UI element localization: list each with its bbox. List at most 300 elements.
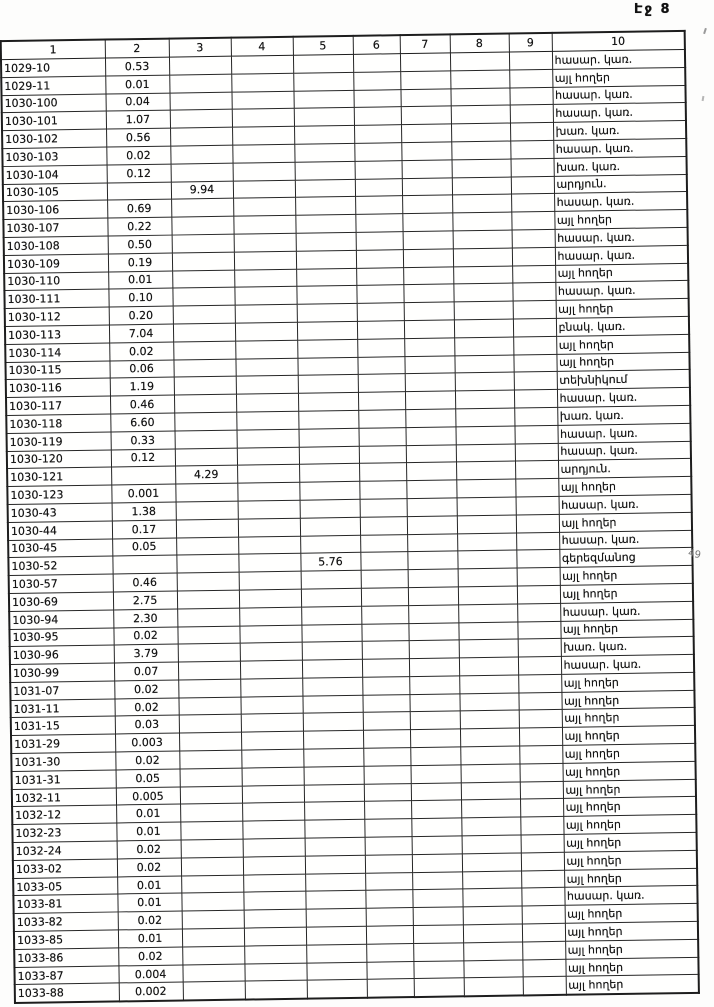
cell-col10: այլ հողեր bbox=[556, 334, 689, 354]
cell-col4 bbox=[239, 571, 301, 590]
cell-col7 bbox=[405, 427, 455, 446]
cell-col6 bbox=[360, 552, 407, 570]
cell-col8 bbox=[450, 52, 509, 71]
cell-col4 bbox=[241, 731, 303, 750]
cell-col4 bbox=[233, 180, 295, 199]
cell-col5 bbox=[306, 962, 366, 981]
cell-col2: 0.04 bbox=[106, 93, 170, 112]
cell-col9 bbox=[521, 852, 564, 870]
cell-col7 bbox=[409, 694, 459, 713]
cell-col9 bbox=[515, 443, 558, 461]
cell-col10: այլ հողեր bbox=[565, 957, 698, 977]
cell-col5 bbox=[299, 481, 359, 500]
cell-col2 bbox=[111, 466, 175, 485]
cell-col1-parcel-id: 1030-69 bbox=[9, 592, 113, 611]
cell-col4 bbox=[240, 660, 302, 679]
cell-col7 bbox=[406, 444, 456, 463]
cell-col9 bbox=[512, 265, 555, 283]
cell-col2: 0.01 bbox=[117, 876, 181, 895]
cell-col9 bbox=[519, 728, 562, 746]
cell-col8 bbox=[460, 764, 519, 783]
cell-col10: բնակ. կառ. bbox=[556, 316, 689, 336]
cell-col9 bbox=[522, 941, 565, 959]
cell-col7 bbox=[403, 231, 453, 250]
cell-col3 bbox=[177, 572, 239, 591]
cell-col5 bbox=[297, 321, 357, 340]
cell-col1-parcel-id: 1030-116 bbox=[6, 378, 110, 397]
cell-col4 bbox=[241, 749, 303, 768]
cell-col2: 0.01 bbox=[117, 893, 181, 912]
cell-col5 bbox=[306, 926, 366, 945]
cell-col8 bbox=[460, 710, 519, 729]
cell-col9 bbox=[511, 176, 554, 194]
cell-col8 bbox=[456, 461, 515, 480]
cell-col8 bbox=[452, 177, 511, 196]
cell-col7 bbox=[411, 783, 461, 802]
cell-col4 bbox=[242, 785, 304, 804]
cell-col2: 1.07 bbox=[106, 110, 170, 129]
cell-col10: հասար. կառ. bbox=[557, 388, 690, 408]
cell-col8 bbox=[450, 88, 509, 107]
cell-col4 bbox=[233, 162, 295, 181]
cell-col3 bbox=[180, 768, 242, 787]
cell-col2: 0.001 bbox=[111, 484, 175, 503]
cell-col6 bbox=[360, 516, 407, 534]
cell-col3 bbox=[173, 341, 235, 360]
cell-col5 bbox=[301, 606, 361, 625]
cell-col2: 0.07 bbox=[114, 662, 178, 681]
cell-col3 bbox=[181, 839, 243, 858]
cell-col6 bbox=[356, 232, 403, 250]
cell-col6 bbox=[365, 872, 412, 890]
cell-col8 bbox=[452, 159, 511, 178]
cell-col3 bbox=[173, 359, 235, 378]
cell-col7 bbox=[412, 889, 462, 908]
cell-col3 bbox=[182, 946, 244, 965]
cell-col10: հասար. կառ. bbox=[554, 192, 687, 212]
cell-col9 bbox=[511, 212, 554, 230]
cell-col3: 9.94 bbox=[171, 181, 233, 200]
cell-col8 bbox=[463, 906, 522, 925]
cell-col7 bbox=[405, 409, 455, 428]
cell-col2: 0.02 bbox=[113, 627, 177, 646]
cell-col1-parcel-id: 1030-95 bbox=[9, 627, 113, 646]
cell-col6 bbox=[366, 908, 413, 926]
cell-col10: այլ հողեր bbox=[561, 672, 694, 692]
cell-col3 bbox=[177, 590, 239, 609]
cell-col2: 0.03 bbox=[115, 716, 179, 735]
cell-col3 bbox=[172, 252, 234, 271]
cell-col6 bbox=[364, 801, 411, 819]
cell-col3 bbox=[182, 928, 244, 947]
cell-col1-parcel-id: 1030-105 bbox=[3, 183, 107, 202]
cell-col7 bbox=[402, 213, 452, 232]
cell-col6 bbox=[360, 499, 407, 517]
cell-col1-parcel-id: 1030-110 bbox=[4, 272, 108, 291]
cell-col9 bbox=[512, 247, 555, 265]
cell-col3 bbox=[178, 679, 240, 698]
cell-col3 bbox=[182, 910, 244, 929]
cell-col8 bbox=[453, 266, 512, 285]
cell-col6 bbox=[366, 943, 413, 961]
cell-col2: 0.10 bbox=[108, 288, 172, 307]
cell-col2: 2.75 bbox=[113, 591, 177, 610]
cell-col6 bbox=[363, 712, 410, 730]
cell-col3 bbox=[177, 608, 239, 627]
cell-col6 bbox=[354, 143, 401, 161]
cell-col3 bbox=[176, 501, 238, 520]
cell-col3 bbox=[174, 412, 236, 431]
cell-col9 bbox=[514, 390, 557, 408]
cell-col7 bbox=[401, 124, 451, 143]
cell-col1-parcel-id: 1030-100 bbox=[2, 94, 106, 113]
cell-col7 bbox=[400, 53, 450, 72]
cell-col1-parcel-id: 1030-112 bbox=[5, 307, 109, 326]
cell-col7 bbox=[404, 302, 454, 321]
cell-col10: այլ հողեր bbox=[552, 67, 685, 87]
cell-col9 bbox=[516, 532, 559, 550]
cell-col1-parcel-id: 1030-118 bbox=[6, 414, 110, 433]
cell-col1-parcel-id: 1030-117 bbox=[6, 396, 110, 415]
cell-col9 bbox=[512, 283, 555, 301]
cell-col9 bbox=[520, 817, 563, 835]
cell-col6 bbox=[361, 605, 408, 623]
cell-col3 bbox=[177, 626, 239, 645]
cell-col4 bbox=[241, 714, 303, 733]
cell-col4 bbox=[244, 909, 306, 928]
cell-col6 bbox=[359, 445, 406, 463]
cell-col10: հասար. կառ. bbox=[555, 245, 688, 265]
cell-col6 bbox=[363, 748, 410, 766]
cell-col6 bbox=[355, 160, 402, 178]
cell-col5 bbox=[295, 161, 355, 180]
cell-col9 bbox=[517, 567, 560, 585]
cell-col3 bbox=[170, 145, 232, 164]
cell-col5 bbox=[305, 837, 365, 856]
cell-col6 bbox=[367, 979, 414, 998]
cell-col2: 0.02 bbox=[118, 911, 182, 930]
cell-col3 bbox=[175, 448, 237, 467]
cell-col9 bbox=[513, 336, 556, 354]
cell-col6 bbox=[362, 694, 409, 712]
cell-col9 bbox=[517, 621, 560, 639]
cell-col2: 0.12 bbox=[111, 449, 175, 468]
cell-col2: 0.02 bbox=[106, 146, 170, 165]
cell-col9 bbox=[522, 906, 565, 924]
cell-col10: հասար. կառ. bbox=[557, 423, 690, 443]
cell-col3 bbox=[174, 376, 236, 395]
cell-col9 bbox=[516, 550, 559, 568]
cell-col1-parcel-id: 1030-121 bbox=[7, 467, 111, 486]
cell-col3 bbox=[179, 732, 241, 751]
cell-col7 bbox=[402, 177, 452, 196]
cell-col2: 0.02 bbox=[117, 858, 181, 877]
cell-col5 bbox=[301, 570, 361, 589]
cell-col5 bbox=[304, 766, 364, 785]
cell-col3 bbox=[181, 875, 243, 894]
cell-col1-parcel-id: 1031-07 bbox=[10, 681, 114, 700]
cell-col10: հասար. կառ. bbox=[560, 601, 693, 621]
cell-col4 bbox=[231, 73, 293, 92]
cell-col1-parcel-id: 1030-43 bbox=[8, 503, 112, 522]
cell-col9 bbox=[517, 603, 560, 621]
cell-col10: այլ հողեր bbox=[556, 299, 689, 319]
cell-col9 bbox=[514, 407, 557, 425]
cell-col5 bbox=[302, 695, 362, 714]
cell-col9 bbox=[520, 781, 563, 799]
cell-col4 bbox=[231, 55, 293, 74]
cell-col1-parcel-id: 1030-103 bbox=[2, 147, 106, 166]
cell-col6 bbox=[362, 641, 409, 659]
cell-col6 bbox=[356, 249, 403, 267]
cell-col6 bbox=[363, 730, 410, 748]
cell-col7 bbox=[404, 355, 454, 374]
cell-col7 bbox=[410, 729, 460, 748]
cell-col2: 0.50 bbox=[108, 235, 172, 254]
scanned-table-region bbox=[0, 30, 698, 1004]
cell-col6 bbox=[358, 374, 405, 392]
cell-col10: տեխնիկում bbox=[557, 370, 690, 390]
cell-col4 bbox=[243, 838, 305, 857]
cell-col1-parcel-id: 1030-99 bbox=[10, 663, 114, 682]
cell-col6 bbox=[355, 196, 402, 214]
cell-col4 bbox=[243, 874, 305, 893]
cell-col8 bbox=[462, 871, 521, 890]
cell-col6 bbox=[355, 178, 402, 196]
cell-col10: այլ հողեր bbox=[562, 708, 695, 728]
cell-col3 bbox=[169, 56, 231, 75]
cell-col8 bbox=[452, 212, 511, 231]
cell-col3 bbox=[170, 127, 232, 146]
cell-col1-parcel-id: 1030-57 bbox=[9, 574, 113, 593]
cell-col8 bbox=[457, 533, 516, 552]
cell-col8 bbox=[454, 337, 513, 356]
cell-col3 bbox=[176, 519, 238, 538]
cell-col8 bbox=[458, 568, 517, 587]
cell-col2: 0.69 bbox=[107, 199, 171, 218]
cell-col2: 0.22 bbox=[107, 217, 171, 236]
cell-col1-parcel-id: 1030-44 bbox=[8, 521, 112, 540]
cell-col8 bbox=[464, 977, 523, 996]
cell-col10: այլ հողեր bbox=[558, 477, 691, 497]
cell-col10: այլ հողեր bbox=[563, 797, 696, 817]
cell-col10: այլ հողեր bbox=[565, 939, 698, 959]
cell-col4 bbox=[245, 981, 307, 1000]
cell-col1-parcel-id: 1032-12 bbox=[12, 805, 116, 824]
cell-col10: հասար. կառ. bbox=[559, 530, 692, 550]
cell-col7 bbox=[412, 871, 462, 890]
cell-col6 bbox=[364, 765, 411, 783]
column-header-1: 1 bbox=[1, 40, 105, 60]
cell-col9 bbox=[519, 710, 562, 728]
cell-col8 bbox=[451, 105, 510, 124]
cell-col8 bbox=[461, 782, 520, 801]
cell-col8 bbox=[456, 479, 515, 498]
cell-col7 bbox=[408, 569, 458, 588]
cell-col4 bbox=[234, 269, 296, 288]
cell-col4 bbox=[234, 233, 296, 252]
cell-col1-parcel-id: 1033-88 bbox=[15, 983, 119, 1003]
cell-col5 bbox=[306, 909, 366, 928]
cell-col8 bbox=[463, 924, 522, 943]
cell-col1-parcel-id: 1032-23 bbox=[12, 823, 116, 842]
cell-col5 bbox=[293, 72, 353, 91]
cell-col5 bbox=[296, 250, 356, 269]
cell-col8 bbox=[461, 817, 520, 836]
cell-col9 bbox=[509, 87, 552, 105]
cell-col3 bbox=[180, 804, 242, 823]
cell-col3 bbox=[176, 537, 238, 556]
cell-col7 bbox=[411, 800, 461, 819]
cell-col7 bbox=[406, 480, 456, 499]
cell-col3 bbox=[183, 982, 245, 1001]
cell-col8 bbox=[461, 799, 520, 818]
cell-col10: հասար. կառ. bbox=[555, 281, 688, 301]
cell-col3 bbox=[170, 110, 232, 129]
cell-col4 bbox=[236, 376, 298, 395]
cell-col7 bbox=[410, 711, 460, 730]
cell-col1-parcel-id: 1032-11 bbox=[12, 788, 116, 807]
cell-col4 bbox=[239, 625, 301, 644]
cell-col6 bbox=[356, 267, 403, 285]
cell-col1-parcel-id: 1033-82 bbox=[14, 912, 118, 931]
cell-col5 bbox=[296, 232, 356, 251]
cell-col2: 0.56 bbox=[106, 128, 170, 147]
cell-col1-parcel-id: 1030-114 bbox=[5, 343, 109, 362]
cell-col10: այլ հողեր bbox=[562, 761, 695, 781]
cell-col1-parcel-id: 1030-109 bbox=[4, 254, 108, 273]
cell-col4 bbox=[240, 696, 302, 715]
cell-col9 bbox=[521, 834, 564, 852]
cell-col9 bbox=[523, 977, 566, 996]
cell-col10: այլ հողեր bbox=[561, 690, 694, 710]
column-header-4: 4 bbox=[231, 37, 293, 56]
cell-col3 bbox=[178, 661, 240, 680]
cell-col2: 0.06 bbox=[109, 360, 173, 379]
cell-col9 bbox=[516, 496, 559, 514]
cell-col8 bbox=[459, 657, 518, 676]
cell-col4 bbox=[238, 554, 300, 573]
cell-col7 bbox=[403, 249, 453, 268]
cell-col5 bbox=[305, 873, 365, 892]
cell-col10: խառ. կառ. bbox=[557, 405, 690, 425]
cell-col10: այլ հողեր bbox=[560, 565, 693, 585]
cell-col5 bbox=[304, 802, 364, 821]
cell-col5 bbox=[295, 179, 355, 198]
cell-col7 bbox=[403, 266, 453, 285]
cell-col1-parcel-id: 1032-24 bbox=[13, 841, 117, 860]
cell-col1-parcel-id: 1030-111 bbox=[4, 289, 108, 308]
cell-col2: 0.02 bbox=[115, 751, 179, 770]
column-header-3: 3 bbox=[169, 38, 231, 57]
cell-col10: հասար. կառ. bbox=[558, 441, 691, 461]
scan-artifact bbox=[702, 96, 705, 101]
cell-col2: 0.02 bbox=[109, 342, 173, 361]
cell-col8 bbox=[459, 639, 518, 658]
cell-col7 bbox=[407, 516, 457, 535]
cell-col8 bbox=[458, 586, 517, 605]
cell-col7 bbox=[402, 160, 452, 179]
cell-col9 bbox=[522, 923, 565, 941]
cell-col1-parcel-id: 1030-107 bbox=[3, 218, 107, 237]
cell-col2 bbox=[107, 182, 171, 201]
cell-col5 bbox=[298, 375, 358, 394]
cell-col6 bbox=[357, 338, 404, 356]
cell-col4 bbox=[234, 251, 296, 270]
cell-col10: հասար. կառ. bbox=[555, 227, 688, 247]
cell-col8 bbox=[455, 408, 514, 427]
cell-col1-parcel-id: 1030-115 bbox=[5, 361, 109, 380]
cell-col9 bbox=[513, 301, 556, 319]
cell-col7 bbox=[401, 106, 451, 125]
cell-col3 bbox=[175, 483, 237, 502]
cell-col9 bbox=[514, 425, 557, 443]
cell-col6 bbox=[364, 783, 411, 801]
cell-col1-parcel-id: 1030-106 bbox=[3, 200, 107, 219]
cell-col2: 0.02 bbox=[117, 840, 181, 859]
cell-col1-parcel-id: 1033-87 bbox=[14, 966, 118, 985]
cell-col10: այլ հողեր bbox=[562, 743, 695, 763]
cell-col7 bbox=[407, 551, 457, 570]
cell-col4 bbox=[239, 607, 301, 626]
cell-col10: այլ հողեր bbox=[562, 726, 695, 746]
column-header-5: 5 bbox=[293, 36, 353, 55]
cell-col7 bbox=[411, 765, 461, 784]
cell-col8 bbox=[463, 960, 522, 979]
cell-col7 bbox=[408, 605, 458, 624]
cell-col5 bbox=[294, 108, 354, 127]
cell-col7 bbox=[408, 587, 458, 606]
cell-col6 bbox=[358, 392, 405, 410]
cell-col1-parcel-id: 1030-120 bbox=[7, 450, 111, 469]
cell-col7 bbox=[411, 818, 461, 837]
cell-col4 bbox=[231, 91, 293, 110]
cell-col4 bbox=[236, 411, 298, 430]
scan-artifact bbox=[703, 28, 707, 34]
cell-col1-parcel-id: 1030-96 bbox=[10, 645, 114, 664]
cell-col2: 1.38 bbox=[112, 502, 176, 521]
cell-col4 bbox=[244, 927, 306, 946]
cell-col7 bbox=[412, 854, 462, 873]
cell-col10: հասար. կառ. bbox=[559, 494, 692, 514]
cell-col2: 0.05 bbox=[116, 769, 180, 788]
cell-col7 bbox=[410, 747, 460, 766]
column-header-8: 8 bbox=[450, 34, 509, 53]
cell-col1-parcel-id: 1029-11 bbox=[1, 76, 105, 95]
cell-col2: 0.20 bbox=[109, 306, 173, 325]
column-header-9: 9 bbox=[509, 33, 552, 52]
cell-col10: այլ հողեր bbox=[565, 904, 698, 924]
cell-col6 bbox=[358, 427, 405, 445]
cell-col8 bbox=[457, 497, 516, 516]
cell-col2: 0.02 bbox=[114, 698, 178, 717]
cell-col8 bbox=[451, 141, 510, 160]
cell-col8 bbox=[455, 390, 514, 409]
cell-col5 bbox=[295, 197, 355, 216]
cell-col2: 0.003 bbox=[115, 733, 179, 752]
cell-col5 bbox=[297, 357, 357, 376]
cell-col1-parcel-id: 1030-94 bbox=[9, 610, 113, 629]
cell-col8 bbox=[453, 283, 512, 302]
column-header-6: 6 bbox=[353, 35, 400, 54]
cell-col4 bbox=[235, 304, 297, 323]
cell-col6 bbox=[354, 107, 401, 125]
cell-col10: այլ հողեր bbox=[563, 815, 696, 835]
cell-col4 bbox=[238, 536, 300, 555]
cell-col1-parcel-id: 1031-29 bbox=[11, 734, 115, 753]
cell-col1-parcel-id: 1031-15 bbox=[11, 716, 115, 735]
cell-col3 bbox=[180, 821, 242, 840]
